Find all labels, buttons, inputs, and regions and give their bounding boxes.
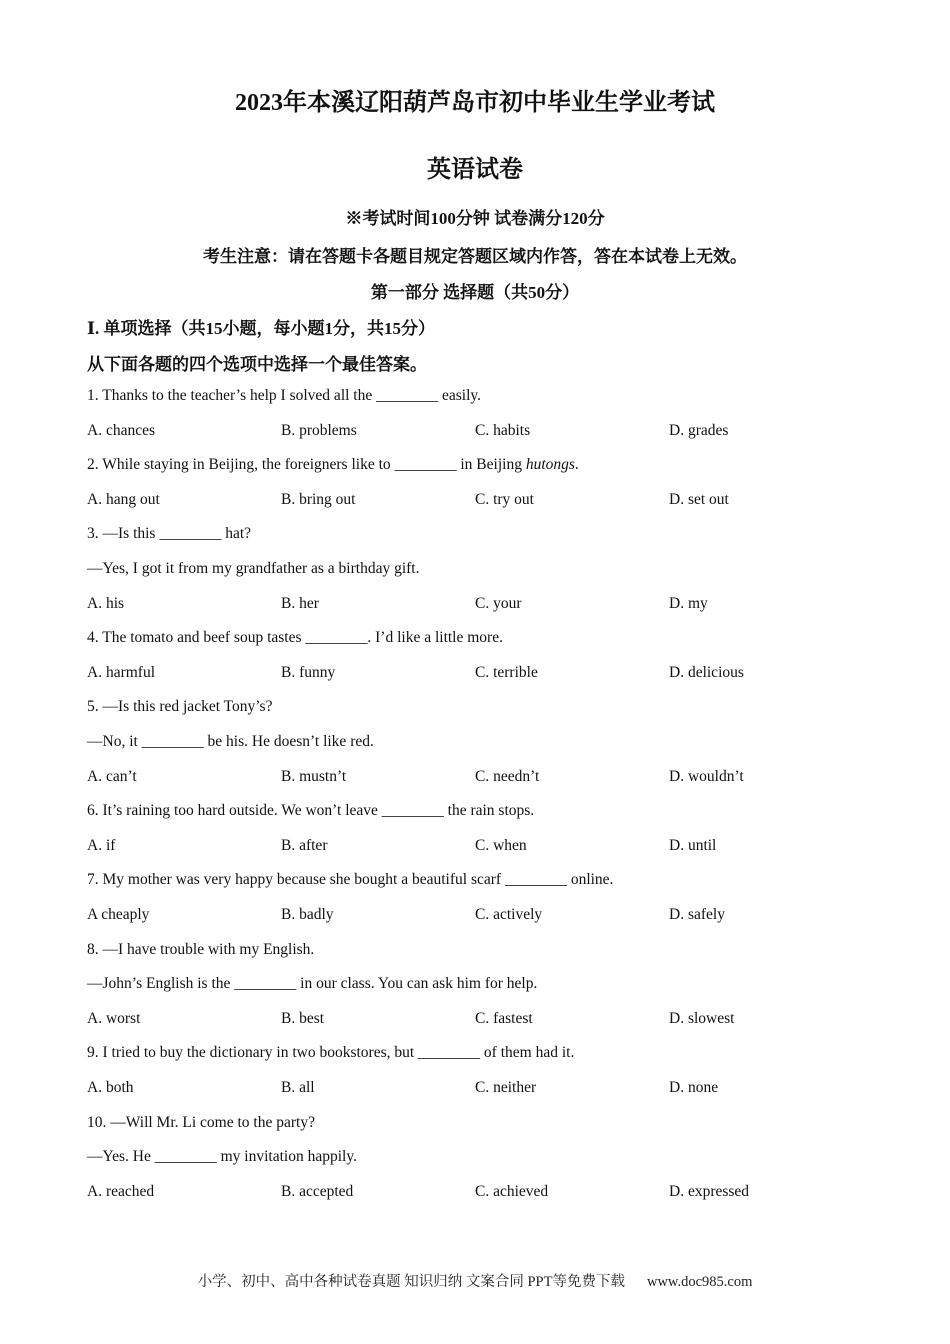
- section-heading: Ⅰ. 单项选择（共15小题，每小题1分，共15分）: [87, 319, 435, 338]
- footer-text: 小学、初中、高中各种试卷真题 知识归纳 文案合同 PPT等免费下载: [197, 1274, 625, 1290]
- answer-option: A. can’t: [87, 767, 137, 785]
- question-stem: 5. —Is this red jacket Tony’s?: [87, 698, 273, 716]
- answer-option: D. grades: [669, 421, 729, 439]
- question-stem: 3. —Is this ________ hat?: [87, 525, 252, 543]
- answer-option: B. after: [281, 836, 328, 854]
- answer-option: C. needn’t: [475, 767, 540, 785]
- question-dialogue-line: —No, it ________ be his. He doesn’t like red.: [87, 733, 374, 750]
- question-stem: 9. I tried to buy the dictionary in two bookstores, but ________ of them had it.: [87, 1044, 575, 1062]
- question-dialogue-line: —John’s English is the ________ in our class. You can ask him for help.: [87, 975, 538, 993]
- exam-title: 2023年本溪辽阳葫芦岛市初中毕业生学业考试: [235, 90, 715, 116]
- question-stem: 7. My mother was very happy because she bought a beautiful scarf ________ online.: [87, 871, 614, 889]
- question-stem: 2. While staying in Beijing, the foreigners like to ________ in Beijing hutongs.: [87, 456, 579, 474]
- answer-option: C. achieved: [475, 1182, 549, 1200]
- answer-option: A. chances: [87, 421, 155, 439]
- question-dialogue-line: —Yes. He ________ my invitation happily.: [87, 1148, 357, 1166]
- page-footer: [0, 1270, 950, 1291]
- answer-option: C. habits: [475, 421, 531, 439]
- answer-option: B. accepted: [281, 1182, 354, 1200]
- answer-option: C. terrible: [475, 663, 538, 681]
- answer-option: B. her: [281, 594, 319, 612]
- section-instruction: 从下面各题的四个选项中选择一个最佳答案。: [87, 355, 427, 374]
- answer-option: B. best: [281, 1009, 325, 1027]
- answer-option: B. badly: [281, 906, 334, 923]
- answer-option: D. until: [669, 836, 717, 854]
- question-stem: 8. —I have trouble with my English.: [87, 940, 315, 958]
- answer-option: D. set out: [669, 490, 729, 508]
- answer-option: C. your: [475, 594, 522, 612]
- answer-option: D. slowest: [669, 1009, 735, 1027]
- answer-option: D. safely: [669, 906, 725, 923]
- answer-option: A. both: [87, 1079, 134, 1096]
- question-stem: 4. The tomato and beef soup tastes ________. I’d like a little more.: [87, 629, 503, 647]
- answer-option: D. expressed: [669, 1182, 750, 1200]
- answer-option: A. if: [87, 836, 116, 854]
- answer-option: B. problems: [281, 421, 357, 439]
- answer-option: D. wouldn’t: [669, 767, 744, 785]
- part-heading: 第一部分 选择题（共50分）: [370, 283, 580, 302]
- answer-option: C. when: [475, 836, 527, 854]
- answer-option: C. try out: [475, 490, 534, 508]
- answer-option: D. none: [669, 1079, 719, 1096]
- answer-option: B. all: [281, 1079, 315, 1096]
- answer-option: D. delicious: [669, 663, 744, 681]
- question-stem: 1. Thanks to the teacher’s help I solved all the ________ easily.: [87, 387, 482, 404]
- answer-option: A. his: [87, 594, 125, 612]
- question-stem: 6. It’s raining too hard outside. We won’t leave ________ the rain stops.: [87, 802, 535, 820]
- answer-option: A. harmful: [87, 663, 156, 681]
- answer-option: A. worst: [87, 1009, 141, 1027]
- answer-option: C. neither: [475, 1079, 537, 1096]
- answer-option: B. funny: [281, 663, 336, 681]
- exam-notice: 考生注意：请在答题卡各题目规定答题区域内作答，答在本试卷上无效。: [203, 247, 747, 266]
- answer-option: A. hang out: [87, 490, 160, 508]
- answer-option: B. bring out: [281, 490, 356, 508]
- answer-option: A cheaply: [87, 906, 150, 923]
- question-stem: 10. —Will Mr. Li come to the party?: [87, 1113, 315, 1131]
- answer-option: B. mustn’t: [281, 767, 347, 785]
- question-dialogue-line: —Yes, I got it from my grandfather as a birthday gift.: [87, 560, 420, 577]
- answer-option: A. reached: [87, 1182, 155, 1200]
- answer-option: C. fastest: [475, 1009, 533, 1027]
- answer-option: D. my: [669, 594, 708, 612]
- subject-title: 英语试卷: [427, 157, 523, 183]
- exam-time-info: ※考试时间100分钟 试卷满分120分: [345, 209, 605, 228]
- footer-url: www.doc985.com: [646, 1274, 753, 1290]
- answer-option: C. actively: [475, 906, 543, 923]
